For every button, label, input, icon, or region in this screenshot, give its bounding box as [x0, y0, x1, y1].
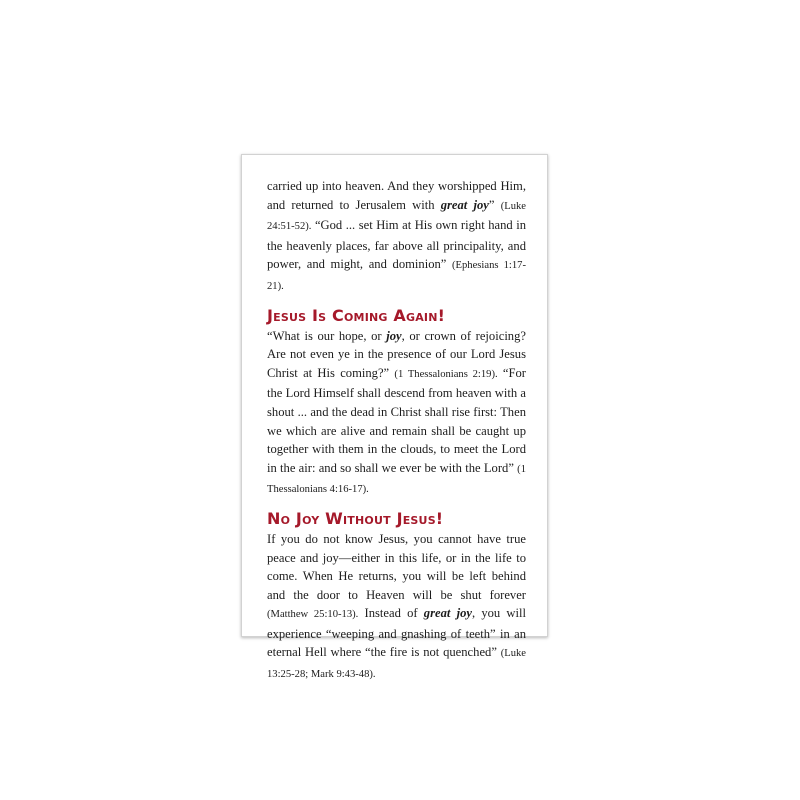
scripture-reference: (1 Thessalonians 2:19).	[394, 368, 498, 380]
scripture-reference: (Luke 24:51-52).	[267, 200, 526, 233]
emphasis-joy: joy	[386, 328, 402, 343]
text-segment: “For the Lord Himself shall descend from heaven with a shout ... and the dead in Christ shall rise first: Then we which are alive and remain shall be caught up together with them in the clouds, to meet the Lord in the air: and so shall we ever be with the Lord”	[267, 365, 526, 475]
tract-content	[267, 177, 526, 685]
emphasis-great-joy: great joy	[423, 606, 472, 621]
emphasis-great-joy: great joy	[440, 197, 489, 212]
text-segment: Instead of	[358, 606, 424, 621]
paragraph-no-joy	[267, 530, 526, 685]
heading-coming-again: Jesus Is Coming Again!	[267, 305, 446, 325]
scripture-reference: (Matthew 25:10-13).	[267, 609, 359, 621]
text-segment: ”	[488, 197, 501, 212]
text-segment: If you do not know Jesus, you cannot have true peace and joy—either in this life, or in the life to come. When He returns, you will be left behind and the door to Heaven will be shut forever	[267, 531, 526, 602]
scripture-reference: (1 Thessalonians 4:16-17).	[267, 463, 526, 496]
tract-card	[241, 154, 548, 681]
paragraph-coming-again	[267, 327, 526, 500]
scripture-reference: (Luke 13:25-28; Mark 9:43-48).	[267, 648, 526, 681]
text-segment: “What is our hope, or	[267, 328, 387, 343]
text-segment: , or crown of rejoicing? Are not even ye in the presence of our Lord Jesus Christ at His coming?”	[267, 328, 526, 380]
text-segment: “God ... set Him at His own right hand in the heavenly places, far above all principality, and power, and might, and dominion”	[267, 218, 526, 272]
heading-no-joy: No Joy Without Jesus!	[267, 508, 444, 528]
text-segment: carried up into heaven. And they worshipped Him, and returned to Jerusalem with	[267, 179, 526, 212]
scripture-reference: (Ephesians 1:17-21).	[267, 260, 526, 292]
paragraph-ascension	[267, 177, 526, 297]
text-segment: , you will experience “weeping and gnashing of teeth” in an eternal Hell where “the fire is not quenched”	[267, 606, 526, 660]
